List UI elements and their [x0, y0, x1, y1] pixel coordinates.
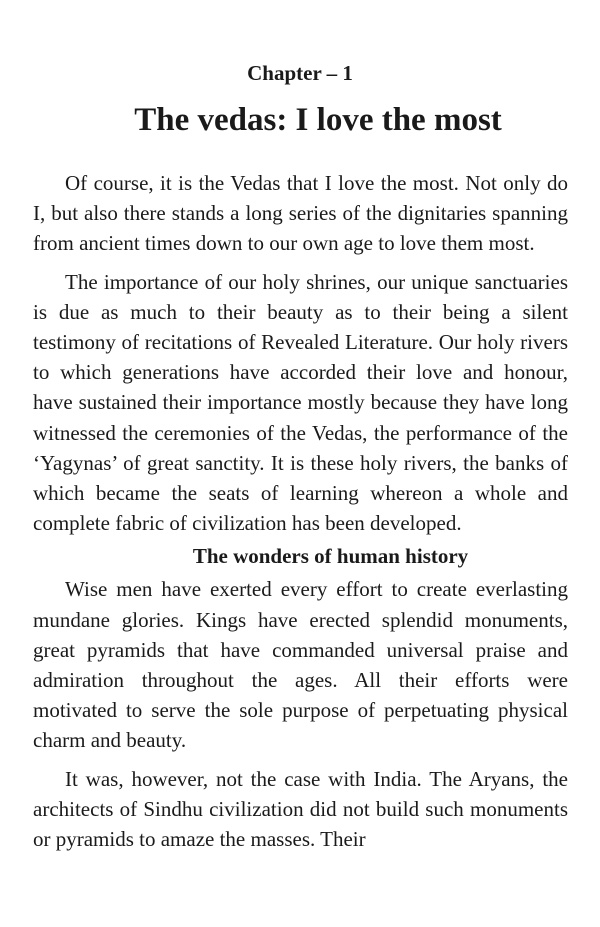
paragraph-2: The importance of our holy shrines, our unique sanctuaries is due as much to their beauty as to their being a silent testimony of recitations of Revealed Literature. Our holy rivers to which generations have accorded their love and honour, have sustained their importance mostly because they have long witnessed the ceremonies of the Vedas, the performance of the ‘Yagynas’ of great sanctity. It is these holy rivers, the banks of which became the seats of learning whereon a whole and complete fabric of civilization has been developed. [33, 269, 568, 536]
section-heading: The wonders of human history [192, 544, 469, 569]
chapter-label: Chapter – 1 [247, 61, 353, 85]
paragraph-3: Wise men have exerted every effort to create everlasting mundane glories. Kings have erected splendid monuments, great pyramids that have commanded universal praise and admiration throughout the ages. All their efforts were motivated to serve the sole purpose of perpetuating physical charm and beauty. [33, 577, 568, 753]
chapter-title: The vedas: I love the most [134, 102, 502, 138]
paragraph-4: It was, however, not the case with India. The Aryans, the architects of Sindhu civilization did not build such monuments or pyramids to amaze the masses. Their [33, 766, 568, 852]
body-text [33, 168, 568, 862]
paragraph-1: Of course, it is the Vedas that I love the most. Not only do I, but also there stands a long series of the dignitaries spanning from ancient times down to our own age to love them most. [33, 171, 568, 256]
